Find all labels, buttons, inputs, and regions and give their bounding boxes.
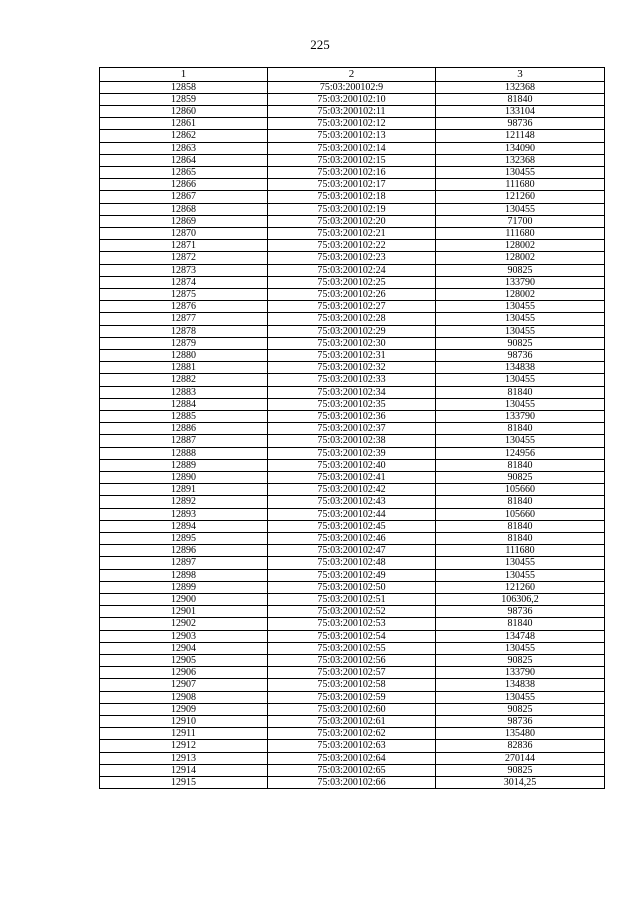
table-row xyxy=(100,655,605,667)
table-cell-col-3: 90825 xyxy=(436,337,605,349)
table-row xyxy=(100,606,605,618)
table-row xyxy=(100,264,605,276)
table-cell-col-2: 75:03:200102:34 xyxy=(268,386,436,398)
table-cell-col-1: 12887 xyxy=(100,435,268,447)
table-cell-col-1: 12878 xyxy=(100,325,268,337)
table-cell-col-1: 12861 xyxy=(100,118,268,130)
header-row xyxy=(100,68,605,82)
table-cell-col-3: 98736 xyxy=(436,606,605,618)
table-cell-col-3: 81840 xyxy=(436,496,605,508)
table-cell-col-3: 134748 xyxy=(436,630,605,642)
table-cell-col-2: 75:03:200102:39 xyxy=(268,447,436,459)
table-row xyxy=(100,630,605,642)
table-cell-col-3: 3014,25 xyxy=(436,777,605,789)
table-cell-col-2: 75:03:200102:42 xyxy=(268,484,436,496)
table-cell-col-3: 111680 xyxy=(436,227,605,239)
table-cell-col-1: 12903 xyxy=(100,630,268,642)
table-cell-col-2: 75:03:200102:66 xyxy=(268,777,436,789)
table-cell-col-2: 75:03:200102:31 xyxy=(268,349,436,361)
table-cell-col-3: 135480 xyxy=(436,728,605,740)
table-row xyxy=(100,703,605,715)
table-cell-col-1: 12873 xyxy=(100,264,268,276)
table-cell-col-2: 75:03:200102:46 xyxy=(268,533,436,545)
table-cell-col-1: 12909 xyxy=(100,703,268,715)
table-row xyxy=(100,594,605,606)
table-cell-col-1: 12912 xyxy=(100,740,268,752)
table-cell-col-3: 82836 xyxy=(436,740,605,752)
table-row xyxy=(100,130,605,142)
table-cell-col-1: 12882 xyxy=(100,374,268,386)
table-cell-col-1: 12869 xyxy=(100,215,268,227)
table-cell-col-2: 75:03:200102:55 xyxy=(268,642,436,654)
table-cell-col-3: 81840 xyxy=(436,533,605,545)
table-cell-col-3: 133104 xyxy=(436,105,605,117)
table-cell-col-3: 130455 xyxy=(436,569,605,581)
table-cell-col-1: 12860 xyxy=(100,105,268,117)
table-cell-col-2: 75:03:200102:21 xyxy=(268,227,436,239)
table-cell-col-3: 106306,2 xyxy=(436,594,605,606)
table-cell-col-2: 75:03:200102:24 xyxy=(268,264,436,276)
table-cell-col-3: 90825 xyxy=(436,472,605,484)
table-cell-col-3: 90825 xyxy=(436,703,605,715)
table-row xyxy=(100,252,605,264)
table-cell-col-1: 12889 xyxy=(100,459,268,471)
table-cell-col-2: 75:03:200102:33 xyxy=(268,374,436,386)
table-cell-col-2: 75:03:200102:57 xyxy=(268,667,436,679)
table-cell-col-1: 12890 xyxy=(100,472,268,484)
table-row xyxy=(100,288,605,300)
table-cell-col-1: 12892 xyxy=(100,496,268,508)
table-row xyxy=(100,154,605,166)
table-cell-col-1: 12877 xyxy=(100,313,268,325)
table-cell-col-3: 81840 xyxy=(436,459,605,471)
table-cell-col-3: 90825 xyxy=(436,264,605,276)
table-row xyxy=(100,215,605,227)
table-cell-col-2: 75:03:200102:51 xyxy=(268,594,436,606)
table-row xyxy=(100,496,605,508)
table-cell-col-3: 132368 xyxy=(436,154,605,166)
table-cell-col-2: 75:03:200102:19 xyxy=(268,203,436,215)
table-row xyxy=(100,179,605,191)
table-cell-col-3: 130455 xyxy=(436,691,605,703)
table-cell-col-3: 128002 xyxy=(436,288,605,300)
table-cell-col-3: 81840 xyxy=(436,423,605,435)
table-row xyxy=(100,349,605,361)
table-cell-col-1: 12875 xyxy=(100,288,268,300)
table-cell-col-2: 75:03:200102:64 xyxy=(268,752,436,764)
table-cell-col-1: 12879 xyxy=(100,337,268,349)
table-cell-col-2: 75:03:200102:17 xyxy=(268,179,436,191)
table-cell-col-2: 75:03:200102:14 xyxy=(268,142,436,154)
table-cell-col-2: 75:03:200102:60 xyxy=(268,703,436,715)
table-row xyxy=(100,777,605,789)
table-cell-col-3: 71700 xyxy=(436,215,605,227)
table-row xyxy=(100,337,605,349)
table-cell-col-3: 81840 xyxy=(436,520,605,532)
table-cell-col-3: 98736 xyxy=(436,118,605,130)
table-cell-col-2: 75:03:200102:18 xyxy=(268,191,436,203)
table-cell-col-2: 75:03:200102:32 xyxy=(268,362,436,374)
table-cell-col-3: 133790 xyxy=(436,667,605,679)
table-row xyxy=(100,520,605,532)
table-cell-col-2: 75:03:200102:40 xyxy=(268,459,436,471)
table-cell-col-1: 12872 xyxy=(100,252,268,264)
table-cell-col-1: 12914 xyxy=(100,764,268,776)
table-cell-col-3: 133790 xyxy=(436,410,605,422)
table-cell-col-1: 12885 xyxy=(100,410,268,422)
table-cell-col-2: 75:03:200102:59 xyxy=(268,691,436,703)
table-cell-col-1: 12881 xyxy=(100,362,268,374)
table-cell-col-2: 75:03:200102:27 xyxy=(268,301,436,313)
table-cell-col-1: 12905 xyxy=(100,655,268,667)
table-cell-col-3: 98736 xyxy=(436,716,605,728)
table-cell-col-3: 81840 xyxy=(436,386,605,398)
table-cell-col-1: 12901 xyxy=(100,606,268,618)
table-cell-col-3: 81840 xyxy=(436,618,605,630)
table-cell-col-3: 90825 xyxy=(436,655,605,667)
table-cell-col-2: 75:03:200102:49 xyxy=(268,569,436,581)
table-cell-col-2: 75:03:200102:37 xyxy=(268,423,436,435)
table-cell-col-3: 130455 xyxy=(436,642,605,654)
table-cell-col-1: 12891 xyxy=(100,484,268,496)
table-cell-col-1: 12906 xyxy=(100,667,268,679)
table-row xyxy=(100,362,605,374)
table-row xyxy=(100,410,605,422)
table-row xyxy=(100,435,605,447)
table-cell-col-2: 75:03:200102:54 xyxy=(268,630,436,642)
table-cell-col-2: 75:03:200102:48 xyxy=(268,557,436,569)
table-row xyxy=(100,716,605,728)
table-cell-col-3: 270144 xyxy=(436,752,605,764)
table-cell-col-2: 75:03:200102:12 xyxy=(268,118,436,130)
table-cell-col-3: 134838 xyxy=(436,362,605,374)
table-cell-col-2: 75:03:200102:11 xyxy=(268,105,436,117)
table-cell-col-2: 75:03:200102:28 xyxy=(268,313,436,325)
table-cell-col-1: 12864 xyxy=(100,154,268,166)
column-header-1: 1 xyxy=(100,68,268,82)
table-cell-col-2: 75:03:200102:22 xyxy=(268,240,436,252)
table-cell-col-1: 12867 xyxy=(100,191,268,203)
table-row xyxy=(100,203,605,215)
table-cell-col-2: 75:03:200102:36 xyxy=(268,410,436,422)
table-cell-col-2: 75:03:200102:10 xyxy=(268,93,436,105)
table-cell-col-2: 75:03:200102:61 xyxy=(268,716,436,728)
table-cell-col-3: 81840 xyxy=(436,93,605,105)
table-row xyxy=(100,508,605,520)
table-row xyxy=(100,533,605,545)
table-cell-col-3: 130455 xyxy=(436,435,605,447)
table-cell-col-3: 121260 xyxy=(436,581,605,593)
table-row xyxy=(100,166,605,178)
table-cell-col-1: 12911 xyxy=(100,728,268,740)
table-cell-col-3: 134090 xyxy=(436,142,605,154)
table-cell-col-1: 12897 xyxy=(100,557,268,569)
table-cell-col-1: 12896 xyxy=(100,545,268,557)
table-cell-col-1: 12895 xyxy=(100,533,268,545)
table-row xyxy=(100,374,605,386)
table-cell-col-3: 105660 xyxy=(436,508,605,520)
table-cell-col-2: 75:03:200102:38 xyxy=(268,435,436,447)
table-cell-col-2: 75:03:200102:9 xyxy=(268,81,436,93)
table-cell-col-3: 105660 xyxy=(436,484,605,496)
table-row xyxy=(100,142,605,154)
table-row xyxy=(100,752,605,764)
table-cell-col-1: 12862 xyxy=(100,130,268,142)
table-cell-col-1: 12900 xyxy=(100,594,268,606)
table-cell-col-3: 130455 xyxy=(436,325,605,337)
column-header-3: 3 xyxy=(436,68,605,82)
table-row xyxy=(100,447,605,459)
table-cell-col-1: 12883 xyxy=(100,386,268,398)
table-header xyxy=(100,68,605,82)
table-row xyxy=(100,728,605,740)
table-row xyxy=(100,642,605,654)
table-row xyxy=(100,679,605,691)
table-cell-col-1: 12871 xyxy=(100,240,268,252)
table-cell-col-2: 75:03:200102:13 xyxy=(268,130,436,142)
table-row xyxy=(100,227,605,239)
table-row xyxy=(100,191,605,203)
table-row xyxy=(100,472,605,484)
table-cell-col-2: 75:03:200102:43 xyxy=(268,496,436,508)
table-cell-col-1: 12913 xyxy=(100,752,268,764)
table-row xyxy=(100,764,605,776)
table-cell-col-1: 12888 xyxy=(100,447,268,459)
table-row xyxy=(100,313,605,325)
table-row xyxy=(100,545,605,557)
table-cell-col-3: 124956 xyxy=(436,447,605,459)
table-row xyxy=(100,105,605,117)
table-cell-col-1: 12907 xyxy=(100,679,268,691)
table-cell-col-3: 130455 xyxy=(436,557,605,569)
table-cell-col-3: 130455 xyxy=(436,166,605,178)
table-cell-col-1: 12915 xyxy=(100,777,268,789)
table-row xyxy=(100,581,605,593)
table-cell-col-3: 90825 xyxy=(436,764,605,776)
table-row xyxy=(100,569,605,581)
table-cell-col-2: 75:03:200102:44 xyxy=(268,508,436,520)
table-row xyxy=(100,386,605,398)
table-cell-col-1: 12898 xyxy=(100,569,268,581)
table-cell-col-2: 75:03:200102:50 xyxy=(268,581,436,593)
table-row xyxy=(100,740,605,752)
table-cell-col-1: 12858 xyxy=(100,81,268,93)
table-cell-col-1: 12904 xyxy=(100,642,268,654)
table-cell-col-3: 132368 xyxy=(436,81,605,93)
table-cell-col-3: 111680 xyxy=(436,545,605,557)
table-cell-col-1: 12910 xyxy=(100,716,268,728)
table-cell-col-1: 12899 xyxy=(100,581,268,593)
table-cell-col-1: 12859 xyxy=(100,93,268,105)
table-cell-col-2: 75:03:200102:52 xyxy=(268,606,436,618)
table-cell-col-2: 75:03:200102:53 xyxy=(268,618,436,630)
table-cell-col-3: 133790 xyxy=(436,276,605,288)
table-cell-col-1: 12865 xyxy=(100,166,268,178)
table-cell-col-2: 75:03:200102:16 xyxy=(268,166,436,178)
table-cell-col-1: 12893 xyxy=(100,508,268,520)
table-row xyxy=(100,118,605,130)
table-cell-col-2: 75:03:200102:26 xyxy=(268,288,436,300)
table-cell-col-3: 128002 xyxy=(436,240,605,252)
table-row xyxy=(100,484,605,496)
table-row xyxy=(100,276,605,288)
table-cell-col-2: 75:03:200102:47 xyxy=(268,545,436,557)
table-row xyxy=(100,691,605,703)
table-row xyxy=(100,93,605,105)
table-cell-col-3: 98736 xyxy=(436,349,605,361)
table-row xyxy=(100,240,605,252)
table-cell-col-2: 75:03:200102:25 xyxy=(268,276,436,288)
table-cell-col-2: 75:03:200102:45 xyxy=(268,520,436,532)
table-cell-col-3: 111680 xyxy=(436,179,605,191)
table-row xyxy=(100,557,605,569)
table-cell-col-1: 12876 xyxy=(100,301,268,313)
table-row xyxy=(100,667,605,679)
table-cell-col-1: 12884 xyxy=(100,398,268,410)
data-table xyxy=(99,67,605,789)
table-cell-col-1: 12902 xyxy=(100,618,268,630)
table-cell-col-1: 12866 xyxy=(100,179,268,191)
table-row xyxy=(100,398,605,410)
table-cell-col-3: 121260 xyxy=(436,191,605,203)
table-cell-col-1: 12874 xyxy=(100,276,268,288)
table-cell-col-2: 75:03:200102:58 xyxy=(268,679,436,691)
table-cell-col-1: 12880 xyxy=(100,349,268,361)
table-cell-col-2: 75:03:200102:35 xyxy=(268,398,436,410)
table-cell-col-3: 134838 xyxy=(436,679,605,691)
table-cell-col-2: 75:03:200102:30 xyxy=(268,337,436,349)
page-number: 225 xyxy=(310,37,330,52)
table-cell-col-3: 121148 xyxy=(436,130,605,142)
table-cell-col-1: 12863 xyxy=(100,142,268,154)
table-cell-col-2: 75:03:200102:62 xyxy=(268,728,436,740)
table-cell-col-2: 75:03:200102:23 xyxy=(268,252,436,264)
table-cell-col-2: 75:03:200102:56 xyxy=(268,655,436,667)
table-cell-col-2: 75:03:200102:15 xyxy=(268,154,436,166)
table-cell-col-2: 75:03:200102:29 xyxy=(268,325,436,337)
table-cell-col-2: 75:03:200102:20 xyxy=(268,215,436,227)
table-cell-col-1: 12908 xyxy=(100,691,268,703)
table-cell-col-1: 12894 xyxy=(100,520,268,532)
table-cell-col-1: 12868 xyxy=(100,203,268,215)
column-header-2: 2 xyxy=(268,68,436,82)
table-row xyxy=(100,325,605,337)
table-cell-col-1: 12886 xyxy=(100,423,268,435)
table-row xyxy=(100,81,605,93)
table-cell-col-3: 130455 xyxy=(436,313,605,325)
table-cell-col-3: 128002 xyxy=(436,252,605,264)
table-body xyxy=(100,81,605,789)
table-cell-col-2: 75:03:200102:63 xyxy=(268,740,436,752)
table-cell-col-1: 12870 xyxy=(100,227,268,239)
table-cell-col-3: 130455 xyxy=(436,374,605,386)
table-row xyxy=(100,423,605,435)
table-cell-col-3: 130455 xyxy=(436,301,605,313)
table-cell-col-2: 75:03:200102:65 xyxy=(268,764,436,776)
table-row xyxy=(100,618,605,630)
table-cell-col-2: 75:03:200102:41 xyxy=(268,472,436,484)
table-cell-col-3: 130455 xyxy=(436,203,605,215)
table-row xyxy=(100,459,605,471)
table-cell-col-3: 130455 xyxy=(436,398,605,410)
table-row xyxy=(100,301,605,313)
